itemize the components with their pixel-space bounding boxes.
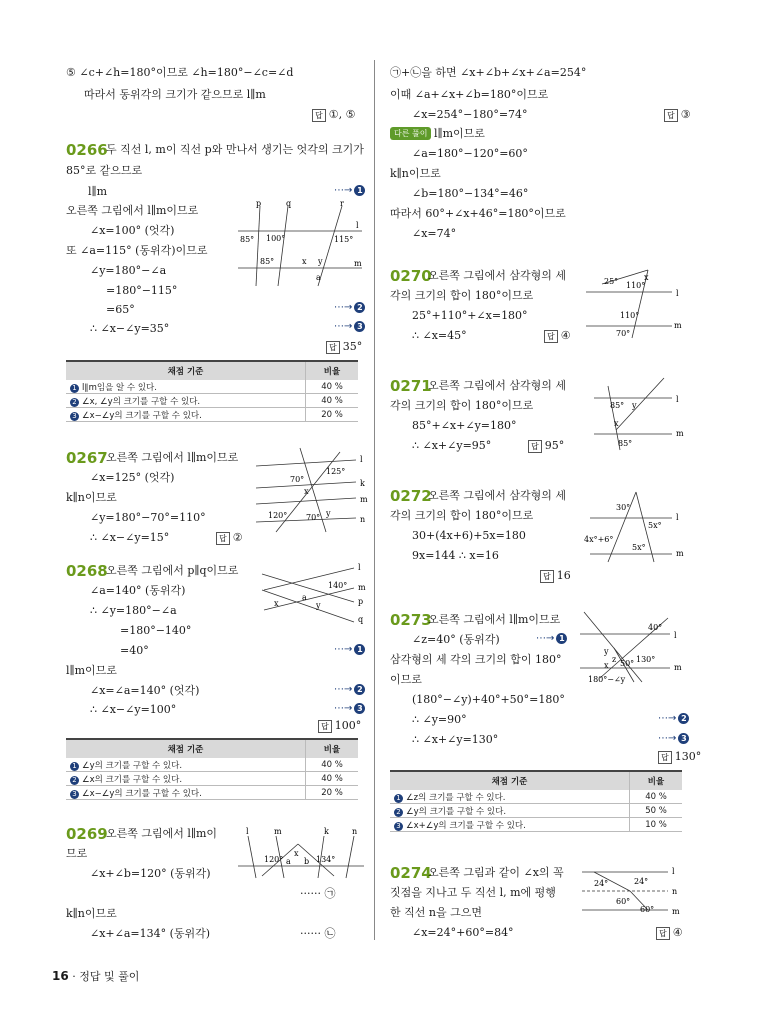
svg-text:l: l — [246, 827, 249, 836]
svg-text:50°: 50° — [620, 659, 635, 668]
svg-text:p: p — [358, 597, 364, 606]
table-row: 3 ∠x+∠y의 크기를 구할 수 있다. 10 % — [390, 818, 682, 832]
problem-number: 0273 — [390, 611, 432, 629]
column-divider — [374, 60, 375, 940]
text-line: 오른쪽 그림에서 l∥m이므로 — [428, 613, 561, 626]
svg-text:r: r — [340, 199, 344, 208]
text-line: 오른쪽 그림에서 삼각형의 세 — [428, 489, 567, 502]
svg-text:y: y — [318, 257, 323, 266]
svg-text:m: m — [274, 827, 282, 836]
svg-text:120°: 120° — [268, 511, 288, 520]
step-marker: ⋯→ 1 — [334, 185, 365, 196]
svg-text:n: n — [672, 887, 678, 896]
problem-number: 0267 — [66, 449, 108, 467]
svg-text:115°: 115° — [334, 235, 354, 244]
text-line: 85°로 같으므로 — [66, 164, 143, 177]
answer: 답 ③ — [664, 108, 691, 122]
scoring-table: 채점 기준 비율 1 l∥m임을 알 수 있다. 40 % 2 ∠x, ∠y의 크기를 구할 수 있다. 40 % 3 ∠x−∠y의 크기를 구할 수 있다. 20 % — [66, 360, 358, 422]
text-line: 짓점을 지나고 두 직선 l, m에 평행 — [390, 886, 556, 899]
answer: 답 16 — [540, 569, 571, 583]
table-row: 1 ∠y의 크기를 구할 수 있다. 40 % — [66, 758, 358, 772]
figure-0268 — [258, 560, 368, 630]
svg-text:4x°+6°: 4x°+6° — [584, 535, 614, 544]
problem-number: 0274 — [390, 864, 432, 882]
problem-number: 0270 — [390, 267, 432, 285]
svg-text:24°: 24° — [634, 877, 649, 886]
text-line: k∥n이므로 — [390, 167, 441, 180]
svg-text:k: k — [324, 827, 329, 836]
text-line: (180°−∠y)+40°+50°=180° — [412, 693, 565, 706]
svg-text:x: x — [294, 849, 299, 858]
text-line: 따라서 60°+∠x+46°=180°이므로 — [390, 207, 566, 220]
svg-text:140°: 140° — [328, 581, 348, 590]
answer: 답 35° — [326, 340, 362, 354]
step-marker: ⋯→ 2 — [334, 302, 365, 313]
svg-text:24°: 24° — [594, 879, 609, 888]
answer: 답 ④ — [544, 329, 571, 343]
text-line: ⑤ ∠c+∠h=180°이므로 ∠h=180°−∠c=∠d — [66, 66, 294, 79]
answer-box-icon: 답 — [318, 720, 332, 733]
text-line: 또 ∠a=115° (동위각)이므로 — [66, 244, 208, 257]
alternative-solution-tag: 다른 풀이 — [390, 127, 431, 140]
problem-number: 0268 — [66, 562, 108, 580]
page-footer — [52, 968, 139, 984]
text-line: ∴ ∠x−∠y=100° — [90, 703, 177, 716]
figure-0266 — [238, 198, 362, 288]
text-line: 오른쪽 그림에서 삼각형의 세 — [428, 269, 567, 282]
svg-text:x: x — [302, 257, 307, 266]
answer-box-icon: 답 — [664, 109, 678, 122]
text-line: k∥n이므로 — [66, 491, 117, 504]
svg-text:m: m — [360, 495, 368, 504]
text-line: ∠x+∠b=120° (동위각) — [90, 867, 211, 880]
svg-text:85°: 85° — [240, 235, 255, 244]
text-line: =180°−140° — [120, 624, 192, 637]
svg-text:x: x — [644, 273, 649, 282]
text-line: ㉠+㉡을 하면 ∠x+∠b+∠x+∠a=254° — [390, 66, 587, 79]
svg-text:a: a — [286, 857, 291, 866]
text-line: 오른쪽 그림에서 삼각형의 세 — [428, 379, 567, 392]
svg-text:y: y — [316, 601, 321, 610]
svg-text:l: l — [358, 563, 361, 572]
step-marker: ⋯→ 2 — [334, 684, 365, 695]
svg-text:25°: 25° — [604, 277, 619, 286]
text-line: ∴ ∠x+∠y=130° — [412, 733, 499, 746]
answer-box-icon: 답 — [658, 751, 672, 764]
page-number: 16 — [52, 969, 69, 983]
answer: 답 95° — [528, 439, 564, 453]
svg-text:134°: 134° — [316, 855, 336, 864]
svg-text:m: m — [676, 429, 684, 438]
svg-text:70°: 70° — [290, 475, 305, 484]
svg-text:k: k — [360, 479, 365, 488]
svg-text:l: l — [672, 867, 675, 876]
answer-box-icon: 답 — [656, 927, 670, 940]
svg-text:q: q — [286, 199, 292, 208]
footer-separator: · — [72, 970, 76, 983]
svg-text:x: x — [614, 419, 619, 428]
figure-0270 — [586, 266, 686, 342]
text-line: ∠y=180°−∠a — [90, 264, 167, 277]
text-line: ∴ ∠y=90° — [412, 713, 467, 726]
svg-text:85°: 85° — [260, 257, 275, 266]
text-line: 오른쪽 그림에서 p∥q이므로 — [106, 564, 239, 577]
answer-box-icon: 답 — [216, 532, 230, 545]
svg-text:x: x — [304, 487, 309, 496]
text-line: 85°+∠x+∠y=180° — [412, 419, 517, 432]
svg-text:b: b — [304, 857, 310, 866]
text-line: l∥m이므로 — [66, 664, 117, 677]
text-line: 25°+110°+∠x=180° — [412, 309, 528, 322]
svg-text:125°: 125° — [326, 467, 346, 476]
figure-0272 — [584, 490, 686, 566]
svg-text:110°: 110° — [626, 281, 646, 290]
text-line: 므로 — [66, 847, 88, 860]
text-line: ∠x=254°−180°=74° — [412, 108, 528, 121]
footer-title: 정답 및 풀이 — [79, 970, 140, 983]
text-line: ∠a=140° (동위각) — [90, 584, 186, 597]
text-line: 삼각형의 세 각의 크기의 합이 180° — [390, 653, 562, 666]
text-line: k∥n이므로 — [66, 907, 117, 920]
text-line: 한 직선 n을 그으면 — [390, 906, 482, 919]
step-marker: ⋯→ 3 — [334, 321, 365, 332]
text-line: 30+(4x+6)+5x=180 — [412, 529, 526, 542]
svg-text:y: y — [604, 647, 609, 656]
text-line: ∠b=180°−134°=46° — [412, 187, 529, 200]
text-line: ∠x+∠a=134° (동위각) — [90, 927, 211, 940]
answer: 답 ④ — [656, 926, 683, 940]
text-line: =40° — [120, 644, 149, 657]
svg-text:30°: 30° — [616, 503, 631, 512]
text-line: 이므로 — [390, 673, 422, 686]
text-line: 각의 크기의 합이 180°이므로 — [390, 399, 534, 412]
figure-0274 — [580, 864, 686, 920]
svg-text:l: l — [674, 631, 677, 640]
svg-text:z: z — [612, 655, 617, 664]
answer: 답 ② — [216, 531, 243, 545]
text-line: ······ ㉡ — [300, 927, 336, 940]
figure-0271 — [594, 374, 686, 454]
answer: 답 ①, ⑤ — [312, 108, 355, 122]
svg-text:a: a — [302, 593, 307, 602]
step-marker: ⋯→ 3 — [658, 733, 689, 744]
answer: 답 130° — [658, 750, 701, 764]
problem-number: 0269 — [66, 825, 108, 843]
text-line: 오른쪽 그림과 같이 ∠x의 꼭 — [428, 866, 564, 879]
svg-text:120°: 120° — [264, 855, 284, 864]
svg-text:a: a — [316, 273, 321, 282]
svg-text:n: n — [352, 827, 358, 836]
text-line: =65° — [106, 303, 135, 316]
table-row: 2 ∠x의 크기를 구할 수 있다. 40 % — [66, 772, 358, 786]
text-line: 이때 ∠a+∠x+∠b=180°이므로 — [390, 88, 549, 101]
text-line: ∠z=40° (동위각) — [412, 633, 500, 646]
text-line: ∠x=100° (엇각) — [90, 224, 175, 237]
text-line: l∥m — [88, 185, 108, 198]
answer-box-icon: 답 — [540, 570, 554, 583]
svg-text:60°: 60° — [640, 905, 655, 914]
table-row: 2 ∠x, ∠y의 크기를 구할 수 있다. 40 % — [66, 394, 358, 408]
text-line: 따라서 동위각의 크기가 같으므로 l∥m — [84, 88, 266, 101]
svg-text:l: l — [676, 395, 679, 404]
svg-text:x: x — [604, 661, 609, 670]
answer-box-icon: 답 — [528, 440, 542, 453]
problem-number: 0271 — [390, 377, 432, 395]
svg-text:5x°: 5x° — [632, 543, 646, 552]
svg-text:m: m — [672, 907, 680, 916]
table-row: 3 ∠x−∠y의 크기를 구할 수 있다. 20 % — [66, 786, 358, 800]
text-line: 9x=144 ∴ x=16 — [412, 549, 499, 562]
svg-text:y: y — [326, 509, 331, 518]
scoring-table: 채점 기준 비율 1 ∠z의 크기를 구할 수 있다. 40 % 2 ∠y의 크기를 구할 수 있다. 50 % 3 ∠x+∠y의 크기를 구할 수 있다. 10 % — [390, 770, 682, 832]
svg-text:m: m — [676, 549, 684, 558]
svg-text:m: m — [674, 321, 682, 330]
answer-box-icon: 답 — [544, 330, 558, 343]
table-row: 2 ∠y의 크기를 구할 수 있다. 50 % — [390, 804, 682, 818]
svg-text:y: y — [632, 401, 637, 410]
svg-text:m: m — [358, 583, 366, 592]
text-line: 두 직선 l, m이 직선 p와 만나서 생기는 엇각의 크기가 — [106, 143, 364, 156]
svg-text:p: p — [256, 199, 262, 208]
step-marker: ⋯→ 2 — [658, 713, 689, 724]
text-line: 각의 크기의 합이 180°이므로 — [390, 509, 534, 522]
text-line: ∴ ∠x+∠y=95° — [412, 439, 492, 452]
svg-text:l: l — [356, 221, 359, 230]
svg-text:180°−∠y: 180°−∠y — [588, 675, 626, 684]
step-marker: ⋯→ 1 — [334, 644, 365, 655]
text-line: ∠x=74° — [412, 227, 457, 240]
table-row: 1 ∠z의 크기를 구할 수 있다. 40 % — [390, 790, 682, 804]
scoring-table: 채점 기준 비율 1 ∠y의 크기를 구할 수 있다. 40 % 2 ∠x의 크기를 구할 수 있다. 40 % 3 ∠x−∠y의 크기를 구할 수 있다. 20 % — [66, 738, 358, 800]
table-row: 1 l∥m임을 알 수 있다. 40 % — [66, 380, 358, 394]
figure-0273 — [578, 610, 688, 690]
svg-text:x: x — [274, 599, 279, 608]
svg-text:n: n — [360, 515, 366, 524]
text-line: ∠a=180°−120°=60° — [412, 147, 528, 160]
svg-text:85°: 85° — [618, 439, 633, 448]
svg-text:70°: 70° — [616, 329, 631, 338]
text-line: 각의 크기의 합이 180°이므로 — [390, 289, 534, 302]
answer: 답 100° — [318, 719, 361, 733]
text-line: ∴ ∠y=180°−∠a — [90, 604, 177, 617]
step-marker: ⋯→ 3 — [334, 703, 365, 714]
answer-box-icon: 답 — [312, 109, 326, 122]
problem-number: 0266 — [66, 141, 108, 159]
svg-text:100°: 100° — [266, 234, 286, 243]
text-line: ∴ ∠x−∠y=15° — [90, 531, 170, 544]
svg-text:q: q — [358, 615, 364, 624]
text-line: ∠x=∠a=140° (엇각) — [90, 684, 200, 697]
figure-0267 — [256, 448, 366, 532]
answer-box-icon: 답 — [326, 341, 340, 354]
text-line: 오른쪽 그림에서 l∥m이므로 — [66, 204, 199, 217]
svg-text:60°: 60° — [616, 897, 631, 906]
text-line: ······ ㉠ — [300, 887, 336, 900]
text-line: 오른쪽 그림에서 l∥m이 — [106, 827, 218, 840]
text-line: ∠x=24°+60°=84° — [412, 926, 514, 939]
text-line: ∠x=125° (엇각) — [90, 471, 175, 484]
svg-text:70°: 70° — [306, 513, 321, 522]
svg-text:l: l — [360, 455, 363, 464]
table-row: 3 ∠x−∠y의 크기를 구할 수 있다. 20 % — [66, 408, 358, 422]
text-line: 오른쪽 그림에서 l∥m이므로 — [106, 451, 239, 464]
step-marker: ⋯→ 1 — [536, 633, 567, 644]
svg-text:40°: 40° — [648, 623, 663, 632]
text-line: ∠y=180°−70°=110° — [90, 511, 206, 524]
svg-text:m: m — [354, 259, 362, 268]
text-line: ∴ ∠x=45° — [412, 329, 467, 342]
svg-text:m: m — [674, 663, 682, 672]
text-line: l∥m이므로 — [434, 127, 485, 140]
svg-text:130°: 130° — [636, 655, 656, 664]
text-line: ∴ ∠x−∠y=35° — [90, 322, 170, 335]
svg-text:l: l — [676, 289, 679, 298]
figure-0269 — [238, 826, 366, 878]
svg-text:5x°: 5x° — [648, 521, 662, 530]
problem-number: 0272 — [390, 487, 432, 505]
svg-text:l: l — [676, 513, 679, 522]
text-line: =180°−115° — [106, 284, 178, 297]
svg-text:85°: 85° — [610, 401, 625, 410]
svg-text:110°: 110° — [620, 311, 640, 320]
